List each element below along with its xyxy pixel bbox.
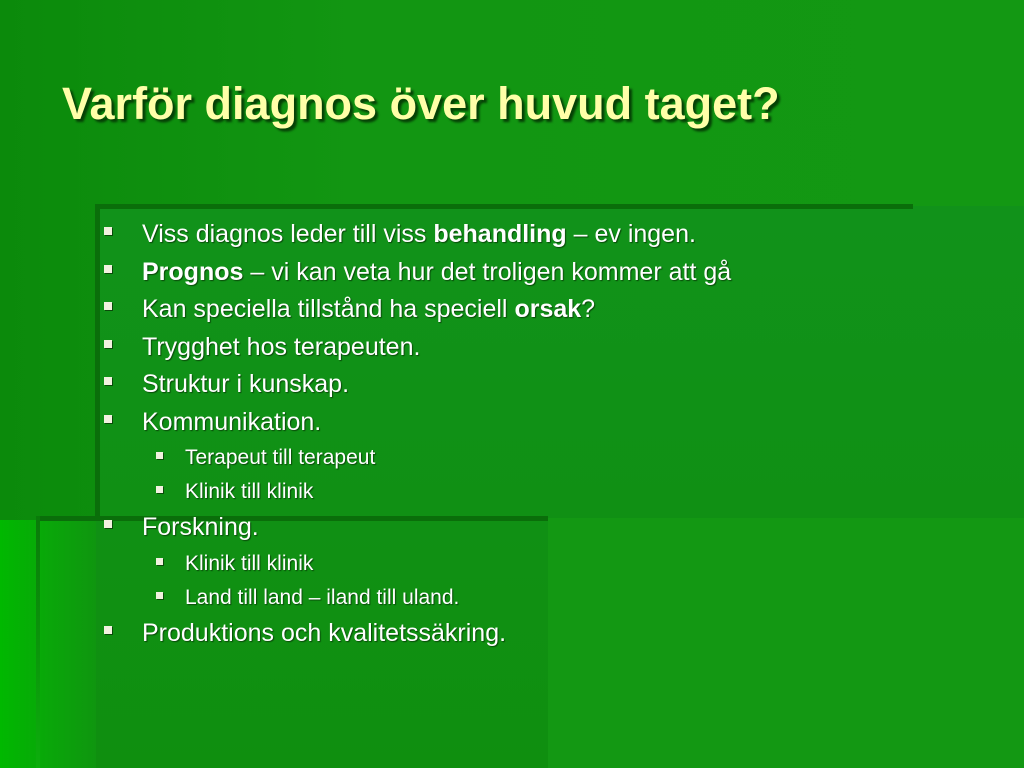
square-bullet-icon <box>104 520 112 528</box>
slide-title: Varför diagnos över huvud taget? <box>62 78 780 129</box>
square-bullet-icon <box>104 265 112 273</box>
list-item <box>104 254 1004 292</box>
item-text: Produktions och kvalitetssäkring. <box>142 618 507 647</box>
item-text: Terapeut till terapeut <box>185 446 376 469</box>
sub-list-item <box>104 475 1004 509</box>
decorative-edge <box>36 516 40 768</box>
list-item <box>104 329 1004 367</box>
decorative-edge <box>95 204 913 209</box>
sub-list-item <box>104 441 1004 475</box>
sub-list-item <box>104 581 1004 615</box>
item-text: Struktur i kunskap. <box>142 370 350 398</box>
item-text: Trygghet hos terapeuten. <box>142 332 421 361</box>
sub-list-item <box>104 547 1004 581</box>
decorative-panel <box>0 520 96 768</box>
square-bullet-icon <box>104 415 112 423</box>
square-bullet-icon <box>104 302 112 310</box>
square-bullet-icon <box>156 592 163 599</box>
item-text: Land till land – iland till uland. <box>185 585 460 609</box>
list-item <box>104 404 1004 442</box>
square-bullet-icon <box>104 340 112 348</box>
list-item <box>104 216 1004 254</box>
square-bullet-icon <box>104 377 112 385</box>
item-text: Viss diagnos leder till viss behandling – ev ingen. <box>142 220 696 248</box>
square-bullet-icon <box>156 452 163 459</box>
decorative-edge <box>95 204 100 519</box>
bullet-list <box>104 216 1004 652</box>
square-bullet-icon <box>156 486 163 493</box>
list-item <box>104 615 1004 653</box>
item-text: Klinik till klinik <box>185 551 314 575</box>
square-bullet-icon <box>104 626 112 634</box>
item-text: Forskning. <box>142 513 259 541</box>
list-item <box>104 366 1004 404</box>
list-item <box>104 509 1004 547</box>
item-text: Prognos – vi kan veta hur det troligen kommer att gå <box>142 257 732 286</box>
list-item <box>104 291 1004 329</box>
item-text: Kommunikation. <box>142 407 322 436</box>
square-bullet-icon <box>104 227 112 235</box>
square-bullet-icon <box>156 558 163 565</box>
item-text: Klinik till klinik <box>185 480 314 503</box>
item-text: Kan speciella tillstånd ha speciell orsak? <box>142 295 596 323</box>
